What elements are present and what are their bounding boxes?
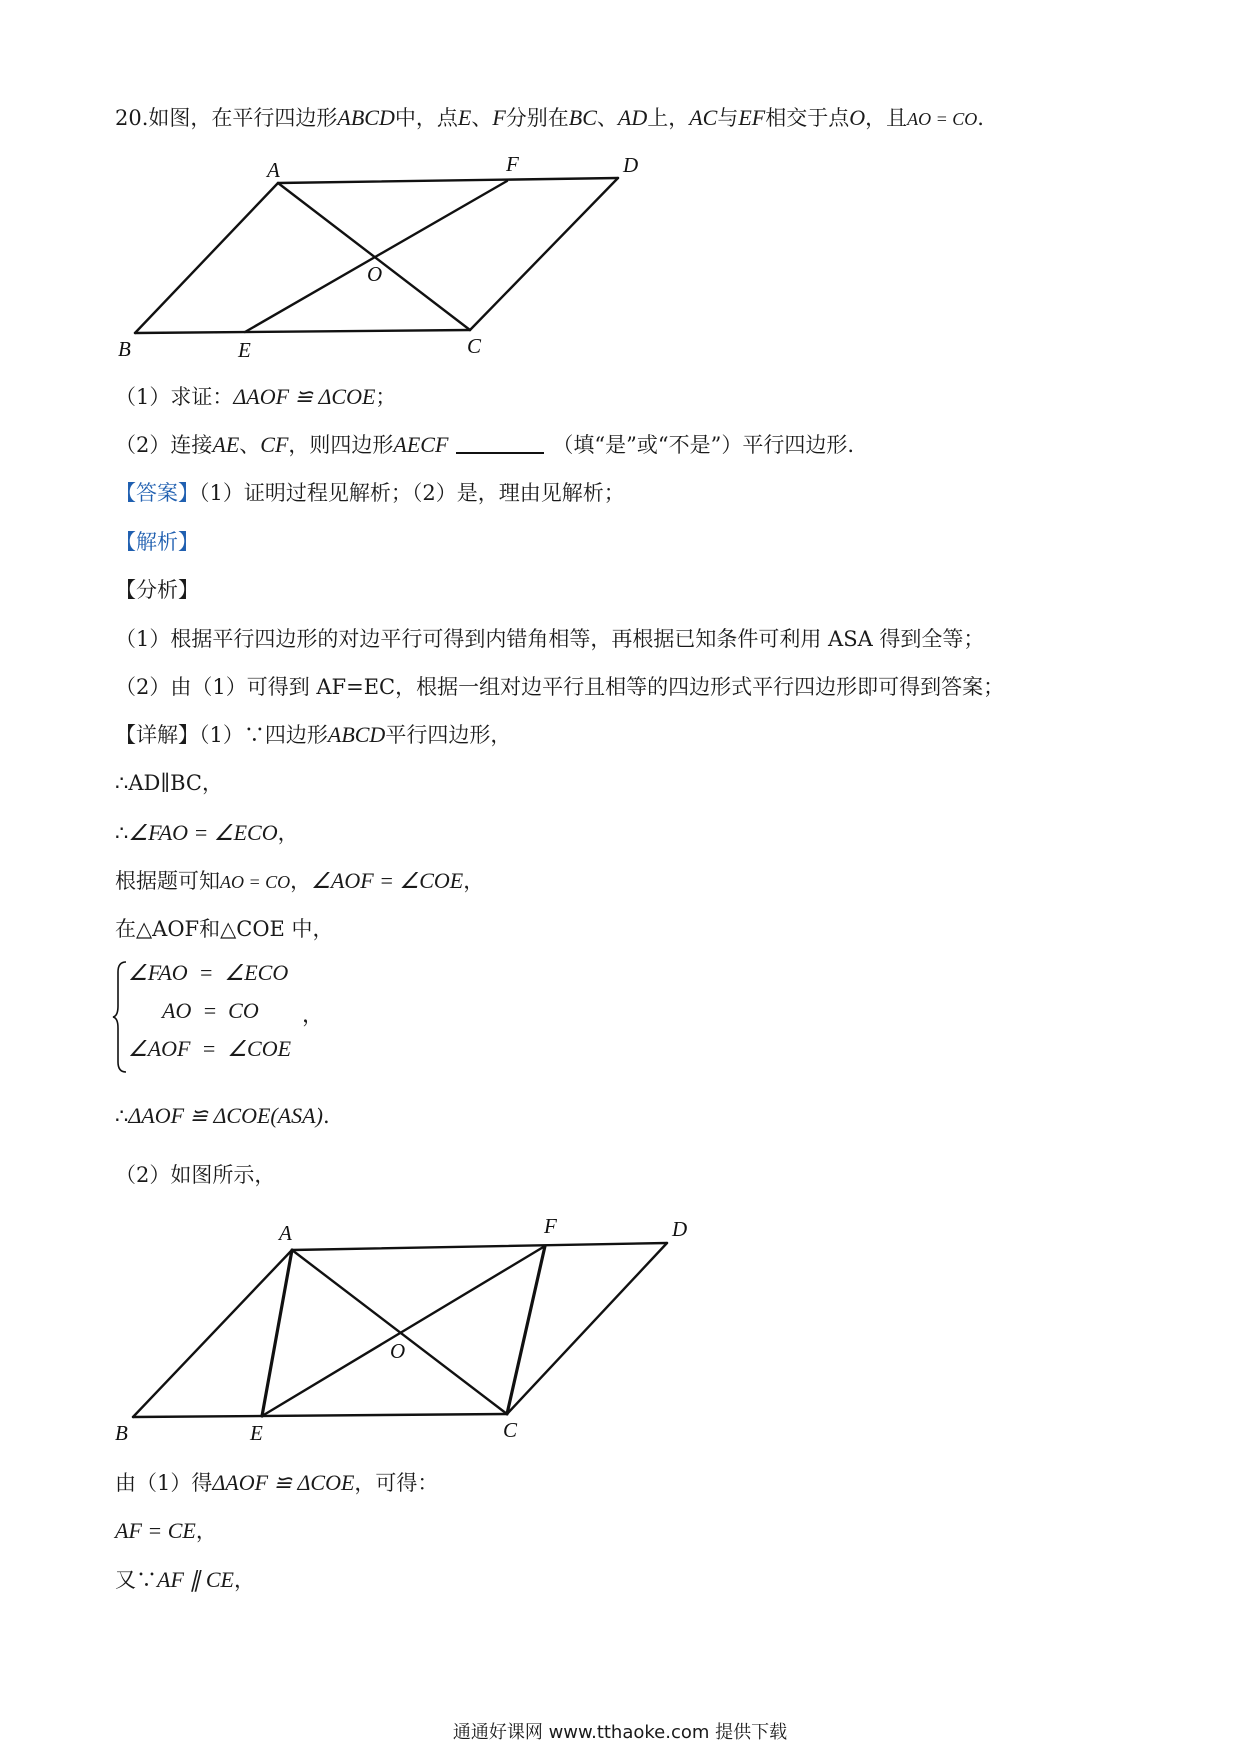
math-condition: AO = CO: [907, 109, 978, 129]
question-text: 如图，在平行四边形: [148, 106, 338, 130]
system-row-1: ∠FAO = ∠ECO: [128, 960, 289, 985]
segment-ab: [135, 183, 278, 333]
math-ae: AE: [212, 432, 240, 457]
question-text: ，则四边形: [288, 433, 394, 457]
label-o: O: [367, 262, 383, 286]
punct: ，: [195, 1519, 217, 1543]
question-text: 上，: [647, 106, 690, 130]
answer-line: [115, 478, 625, 508]
label-o-2: O: [390, 1339, 406, 1363]
label-e-2: E: [250, 1421, 263, 1445]
separator: 、: [471, 106, 493, 130]
segment-ad: [278, 178, 618, 183]
figure-1-lines: [135, 178, 618, 333]
fenxi-line-2: （2）由（1）可得到 AF=EC，根据一组对边平行且相等的四边形式平行四边形即可得到答案；: [115, 675, 1005, 699]
math-e: E: [457, 105, 472, 130]
therefore-sign: ∴: [115, 821, 129, 845]
math-f: F: [492, 105, 506, 130]
answer-tag: 【答案】: [115, 481, 199, 505]
because-sign: 又∵: [115, 1568, 157, 1592]
punct: ，: [290, 869, 312, 893]
math-ac: AC: [689, 105, 718, 130]
equation-system: [112, 958, 372, 1076]
segment-ab-2: [133, 1250, 292, 1417]
label-a-2: A: [279, 1221, 292, 1245]
part-1-prompt: [115, 382, 396, 412]
step-5: [115, 1101, 330, 1131]
part-label: （2）连接: [115, 433, 213, 457]
segment-dc: [470, 178, 618, 330]
question-text: 相交于点: [765, 106, 850, 130]
answer-blank: [456, 432, 544, 454]
separator: 、: [596, 106, 618, 130]
part-label: （1）求证：: [115, 385, 234, 409]
figure-2-lines: [133, 1243, 667, 1417]
punct: ，: [463, 869, 485, 893]
step-4: 在△AOF和△COE 中，: [115, 917, 334, 941]
period: .: [977, 106, 984, 130]
label-b-2: B: [115, 1421, 128, 1445]
label-b: B: [118, 337, 131, 361]
punct: ；: [375, 385, 397, 409]
math-ao-co: AO = CO: [220, 872, 291, 892]
math-angle-equality: ∠FAO = ∠ECO: [128, 820, 278, 845]
system-row-2: AO = CO: [162, 998, 259, 1023]
segment-cf-2: [507, 1246, 545, 1414]
math-abcd: ABCD: [337, 105, 395, 130]
step-6: （2）如图所示，: [115, 1163, 276, 1187]
label-d: D: [623, 153, 639, 177]
question-text: 中，点: [394, 106, 458, 130]
question-text: ，且: [865, 106, 908, 130]
system-comma: ，: [302, 1002, 325, 1027]
math-ad: AD: [617, 105, 648, 130]
therefore-sign: ∴: [115, 1104, 129, 1128]
math-abcd: ABCD: [327, 722, 386, 747]
segment-ac-2: [292, 1250, 507, 1414]
math-cf: CF: [260, 432, 289, 457]
fenxi-line-1: （1）根据平行四边形的对边平行可得到内错角相等，再根据已知条件可利用 ASA 得到全等；: [115, 627, 985, 651]
math-ef: EF: [738, 105, 766, 130]
segment-ef: [245, 181, 507, 332]
math-congruence: ΔAOF ≌ ΔCOE: [233, 384, 376, 409]
label-c-2: C: [503, 1418, 518, 1442]
segment-ae-2: [262, 1250, 292, 1416]
detail-text: 平行四边形，: [385, 723, 512, 747]
question-text: 与: [717, 106, 739, 130]
math-congruence: ΔAOF ≌ ΔCOE: [212, 1470, 355, 1495]
step-text: 根据题可知: [115, 869, 220, 893]
punct: ，: [277, 821, 299, 845]
segment-bc-2: [133, 1414, 507, 1417]
segment-bc: [135, 330, 470, 333]
math-o: O: [849, 105, 866, 130]
question-number: 20.: [115, 106, 149, 130]
question-text: （填“是”或“不是”）平行四边形.: [552, 433, 855, 457]
segment-ef-2: [262, 1246, 545, 1416]
detail-tag: 【详解】: [115, 723, 199, 747]
fenxi-tag: 【分析】: [115, 578, 199, 602]
math-congruence-asa: ΔAOF ≌ ΔCOE(ASA): [128, 1103, 323, 1128]
footer-watermark: 通通好课网 www.tthaoke.com 提供下载: [452, 1722, 788, 1743]
part-2-prompt: [115, 430, 854, 460]
math-aecf: AECF: [393, 432, 449, 457]
label-d-2: D: [672, 1217, 688, 1241]
math-bc: BC: [568, 105, 597, 130]
segment-ad-2: [292, 1243, 667, 1250]
math-angle-aof-coe: ∠AOF = ∠COE: [311, 868, 464, 893]
step-2: [115, 818, 299, 848]
period: .: [322, 1104, 330, 1128]
step-8: [115, 1516, 217, 1546]
separator: 、: [239, 433, 261, 457]
label-f: F: [506, 152, 519, 176]
step-text: ，可得：: [354, 1471, 439, 1495]
system-row-3: ∠AOF = ∠COE: [128, 1036, 292, 1061]
detail-line-1: [115, 720, 511, 750]
label-e: E: [238, 338, 251, 362]
step-9: [115, 1565, 255, 1595]
step-text: 由（1）得: [115, 1471, 213, 1495]
analysis-tag: 【解析】: [115, 530, 199, 554]
step-3: [115, 866, 484, 897]
label-a: A: [267, 158, 280, 182]
segment-dc-2: [507, 1243, 667, 1414]
question-text: 分别在: [505, 106, 569, 130]
detail-text: （1）∵四边形: [199, 723, 328, 747]
step-7: [115, 1468, 438, 1498]
step-1: ∴AD∥BC，: [115, 771, 223, 795]
label-c: C: [467, 334, 482, 358]
label-f-2: F: [544, 1214, 557, 1238]
answer-text: （1）证明过程见解析；（2）是，理由见解析；: [199, 481, 625, 505]
punct: ，: [234, 1568, 255, 1592]
math-af-ce: AF = CE: [115, 1518, 196, 1543]
math-af-parallel-ce: AF ∥ CE: [157, 1567, 234, 1592]
